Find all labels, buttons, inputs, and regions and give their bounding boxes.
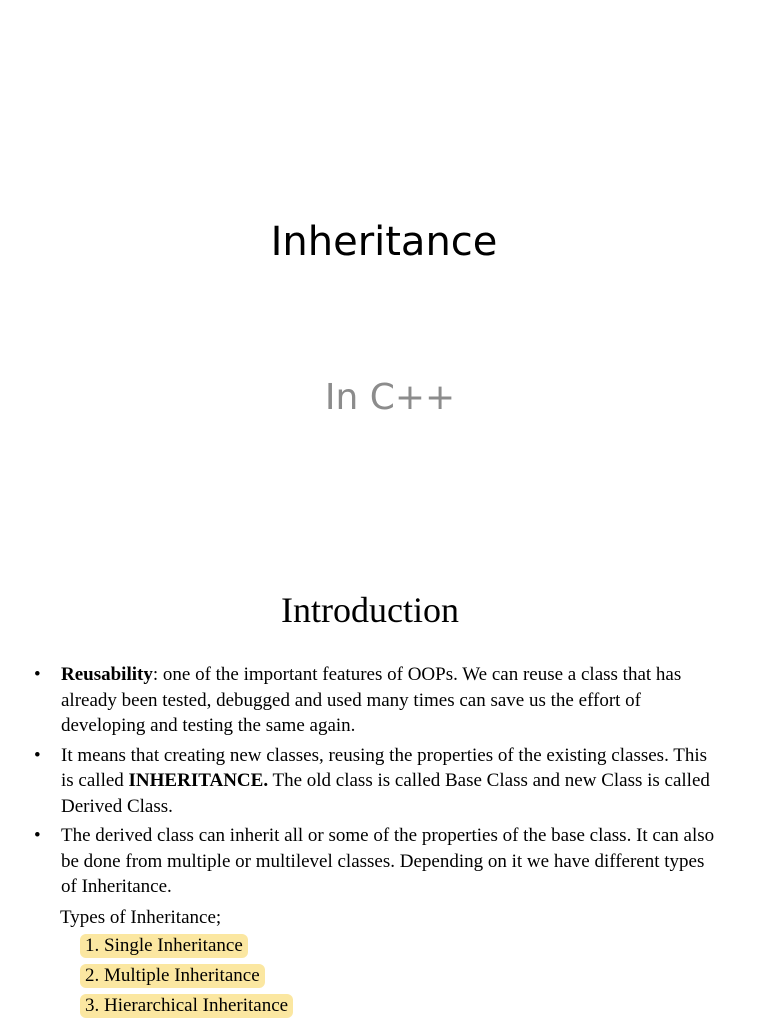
bullet-bold-term: Reusability [61, 664, 153, 685]
slide-title: Inheritance [270, 219, 498, 265]
type-label-highlighted: 1. Single Inheritance [80, 934, 248, 958]
bullet-icon: • [34, 825, 41, 846]
introduction-heading: Introduction [281, 590, 459, 630]
type-label-highlighted: 2. Multiple Inheritance [80, 964, 265, 988]
bullet-text-after: The old class is called Base Class and new Class is called Derived Class. [61, 770, 710, 817]
bullet-list [34, 662, 724, 904]
type-item-multiple [80, 964, 293, 988]
bullet-item-inheritance-definition [34, 743, 724, 820]
bullet-icon: • [34, 664, 41, 685]
slide-subtitle: In C++ [324, 377, 456, 418]
bullet-text: : one of the important features of OOPs. We can reuse a class that has already been tested, debugged and used many times can save us the effort of developing and testing the same again. [61, 664, 682, 736]
bullet-item-derived-class [34, 823, 724, 900]
bullet-item-reusability [34, 662, 724, 739]
bullet-text: The derived class can inherit all or some of the properties of the base class. It can also be done from multiple or multilevel classes. Depending on it we have different types of Inheritance. [61, 825, 715, 897]
types-label: Types of Inheritance; [60, 907, 222, 928]
types-list [80, 934, 293, 1024]
type-item-hierarchical [80, 994, 293, 1018]
type-label-highlighted: 3. Hierarchical Inheritance [80, 994, 293, 1018]
type-item-single [80, 934, 293, 958]
bullet-icon: • [34, 744, 41, 766]
bullet-text-before: It means that creating new classes, reusing the properties of the existing classes. This is called [61, 744, 707, 791]
bullet-bold-term: INHERITANCE. [128, 770, 269, 791]
